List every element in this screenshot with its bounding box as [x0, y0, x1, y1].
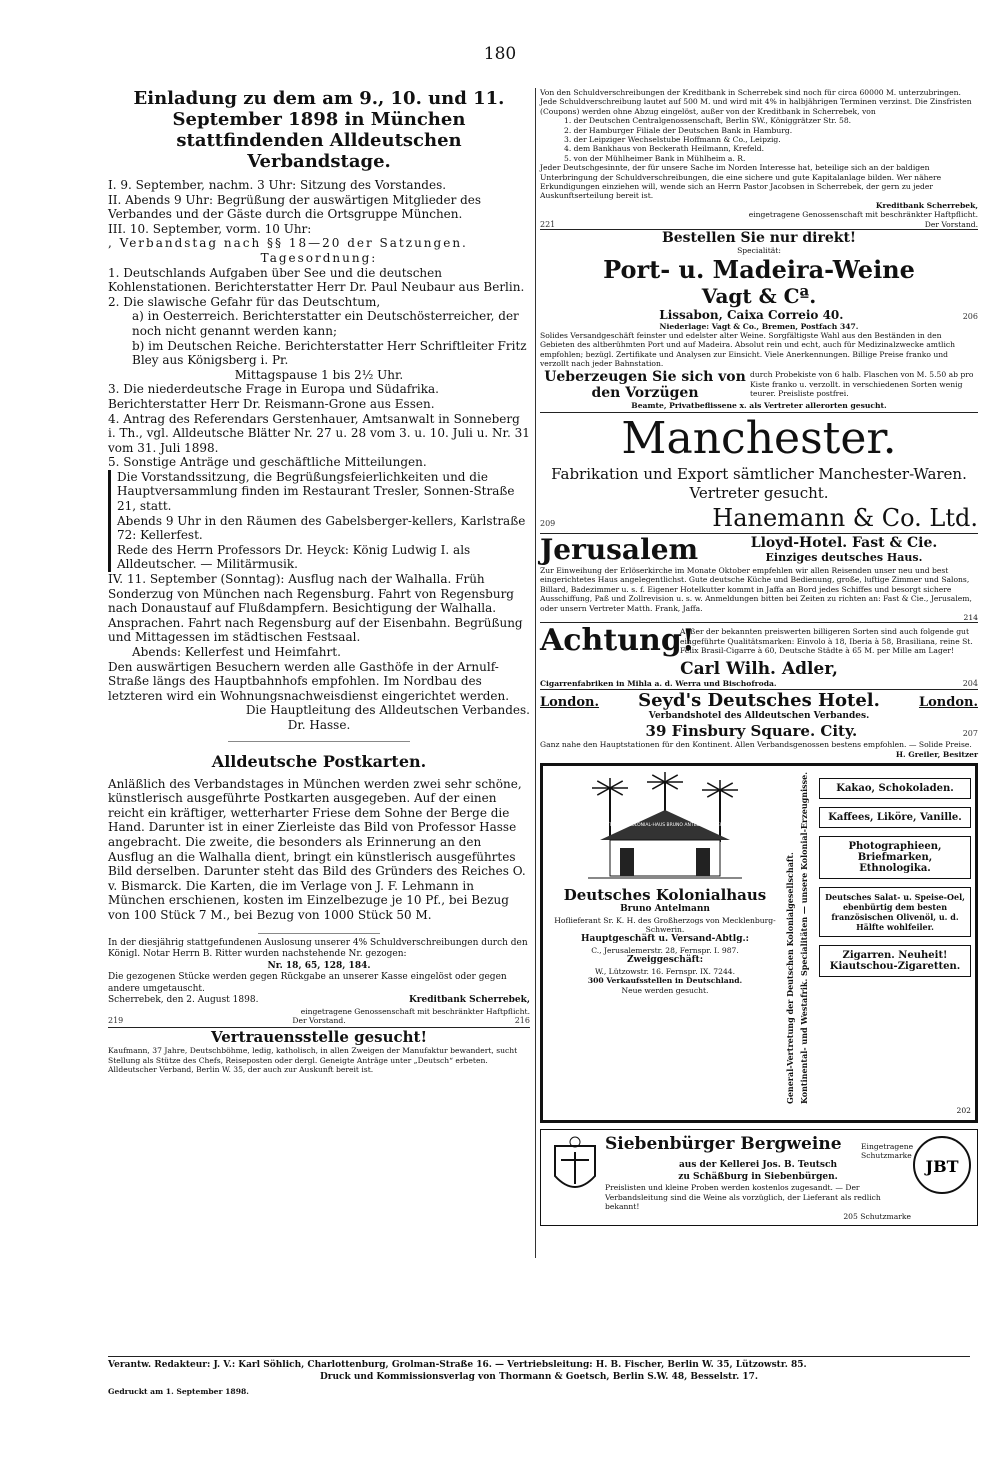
draw-board: Der Vorstand. — [292, 1015, 346, 1025]
draw-notice-text2: Die gezogenen Stücke werden gegen Rückgabe an unserer Kasse eingelöst oder gegen andere umgetauscht. — [108, 972, 507, 994]
palm-frond — [707, 790, 720, 797]
london-text: Ganz nahe den Hauptstationen für den Kontinent. Allen Verbandsgenossen bestens empfohlen. — Solide Preise. — [540, 740, 972, 750]
achtung-ad — [540, 623, 978, 688]
wine-convince-row — [540, 369, 978, 401]
hut-door — [620, 848, 634, 876]
footer-printed-date: Gedruckt am 1. September 1898. — [108, 1387, 249, 1396]
kolonial-products — [811, 770, 971, 1106]
footer-printer: Druck und Kommissionsverlag von Thormann & Goetsch, Berlin S.W. 48, Besselstr. 17. — [319, 1371, 759, 1382]
kolonialhaus-left — [547, 770, 783, 1106]
bank-bonds-text2: Jeder Deutschgesinnte, der für unsere Sache im Norden Interesse hat, beteilige sich an der baldigen Unterbringung der Schuldverschreibungen, die eine sichere und gute Kapitalanlage bilden. Wer nähere Erkundigungen einziehen will, wende sich an Herrn Pastor Jacobsen in Scherrebek, der gern zu jeder Auskunftserteilung bereit ist. — [540, 163, 942, 201]
kolonial-points: 300 Verkaufsstellen in Deutschland. — [587, 976, 743, 986]
ad-ref-number: 206 — [962, 311, 978, 321]
postcards-text: Anläßlich des Verbandstages in München werden zwei sehr schöne, künstlerisch ausgeführte Postkarten ausgegeben. Auf der einen reicht ein kräftiger, wetterharter Friese dem Sohne der Berge die Hand. Darunter ist in einer Zierleiste das Bild von Professor Hasse angebracht. Die zweite, die besonders als Erinnerung an den Ausflug an die Walhalla dient, bringt ein künstlerisch ausgeführtes Bild derselben. Darunter steht das Bild des Gründers des Reiches O. v. Bismarck. Die Karten, die im Verlage von J. F. Lehmann in München erschienen, kosten im Einzelbezuge je 10 Pf., bei Bezug von 100 Stück 7 M., bei Bezug von 1000 Stück 50 M. — [108, 776, 526, 922]
divider — [258, 933, 380, 934]
siebenbuerger-ad — [540, 1129, 978, 1226]
ad-ref-number: 205 — [843, 1211, 858, 1221]
right-column — [540, 88, 978, 1226]
london-owner: H. Greiler, Besitzer — [895, 749, 978, 759]
wein-registered: Eingetragene Schutzmarke — [861, 1141, 914, 1160]
wine-sample: durch Probekiste von 6 halb. Flaschen von M. 5.50 ab pro Kiste franko u. verzollt. in verschiedenen Sorten wenig teurer. Preisliste postfrei. — [750, 370, 974, 399]
signature-hasse: Dr. Hasse. — [287, 717, 351, 732]
job-text: Kaufmann, 37 Jahre, Deutschböhme, ledig, katholisch, in allen Zweigen der Manufaktur bewandert, sucht Stellung als Stütze des Chefs, Reiseposten oder dergl. Geneigte Anträge unter „Deutsch“ erbeten. Alldeutscher Verband, Berlin W. 35, der auch zur Auskunft bereit ist. — [108, 1046, 518, 1075]
program-item-2: II. Abends 9 Uhr: Begrüßung der auswärtigen Mitglieder des Verbandes und der Gäste durch die Ortsgruppe München. — [108, 192, 482, 222]
agenda-item: 4. Antrag des Referendars Gerstenhauer, Amtsanwalt in Sonneberg i. Th., vgl. Alldeutsche Blätter Nr. 27 u. 28 vom 3. u. 10. Juli u. Nr. 31 vom 31. Juli 1898. — [108, 411, 530, 455]
coat-of-arms-icon — [545, 1134, 605, 1204]
london-heading: Seyd's Deutsches Hotel. — [638, 689, 880, 711]
footer — [108, 1356, 970, 1396]
program-item-3: III. 10. September, vorm. 10 Uhr: — [108, 221, 312, 236]
kolonial-heading: Deutsches Kolonialhaus — [563, 886, 767, 905]
wine-address: Lissabon, Caixa Correio 40. — [659, 307, 844, 322]
bank-list-item: 2. der Hamburger Filiale der Deutschen Bank in Hamburg. — [564, 125, 793, 135]
bank-list-item: 5. von der Mühlheimer Bank in Mühlheim a. R. — [564, 153, 746, 163]
london-ad — [540, 690, 978, 759]
program-items — [108, 178, 530, 251]
bank-signature: Kreditbank Scherrebek, — [875, 200, 978, 210]
evening-item: Die Vorstandssitzung, die Begrüßungsfeierlichkeiten und die Hauptversammlung finden im Restaurant Tresler, Sonnen-Straße 21, statt. — [117, 469, 515, 514]
program-item-1: I. 9. September, nachm. 3 Uhr: Sitzung des Vorstandes. — [108, 178, 447, 192]
jerusalem-sub: Einziges deutsches Haus. — [765, 551, 923, 565]
palm-frond — [665, 775, 678, 782]
kolonial-branch-addr: W., Lützowstr. 16. Fernspr. IX. 7244. — [594, 966, 736, 976]
wine-address-row — [540, 308, 978, 322]
achtung-factories: Cigarrenfabriken in Mihla a. d. Werra und Bischofroda. — [540, 679, 777, 689]
jerusalem-heading-row — [540, 534, 978, 566]
wine-ad-top: Bestellen Sie nur direkt! — [661, 230, 857, 247]
palm-frond — [720, 783, 733, 790]
ad-ref-number: 204 — [962, 679, 978, 689]
bank-signature-sub: eingetragene Genossenschaft mit beschränkter Haftpflicht. — [748, 210, 978, 220]
guests-note: Den auswärtigen Besuchern werden alle Gasthöfe in der Arnulf-Straße längs des Hauptbahnhofs empfohlen. Im Nordbau des letzteren wird ein Wohnungsnachweisdienst eingerichtet werden. — [108, 659, 510, 703]
palm-frond — [652, 782, 665, 789]
agenda-item: 3. Die niederdeutsche Frage in Europa und Südafrika. Berichterstatter Herr Dr. Reismann-Grone aus Essen. — [108, 382, 439, 411]
evening-program — [108, 470, 530, 572]
kolonial-branch: Zweiggeschäft: — [626, 955, 704, 966]
wein-heading: Siebenbürger Bergweine — [605, 1133, 842, 1154]
agenda-item: a) in Oesterreich. Berichterstatter ein Deutschösterreicher, der noch nicht genannt werden kann; — [132, 309, 519, 338]
evening-item: Abends 9 Uhr in den Räumen des Gabelsberger-kellers, Karlstraße 72: Kellerfest. — [117, 513, 526, 543]
page-number: 180 — [483, 44, 517, 64]
evening-item: Rede des Herrn Professors Dr. Heyck: König Ludwig I. als Alldeutscher. — Militärmusik. — [117, 542, 471, 572]
manchester-ad — [540, 413, 978, 533]
draw-signature-row — [108, 995, 530, 1007]
bank-board-row — [540, 220, 978, 229]
manchester-text: Fabrikation und Export sämtlicher Manchester-Waren. Vertreter gesucht. — [551, 464, 967, 502]
wine-text: Solides Versandgeschäft feinster und edelster alter Weine. Sorgfältigste Wahl aus den Beständen in den Gebieten des altberühmten Port und auf Madeira. Absolut rein und echt, auch für Medizinalzwecke amtlich empfohlen; bezügl. Zertifikate und Analysen zur Einsicht. Viele Anerkennungen. Billige Preise franko und verzollt nach jeder Bahnstation. — [540, 330, 956, 369]
palm-frond — [610, 788, 623, 795]
london-left: London. — [540, 694, 600, 710]
bank-board: Der Vorstand. — [924, 219, 978, 229]
hut-door — [696, 848, 710, 876]
kolonial-side-left: General-Vertretung der Deutschen Kolonialgesellschaft. — [785, 852, 795, 1105]
palm-frond — [610, 781, 623, 788]
wine-convince: Ueberzeugen Sie sich von den Vorzügen — [544, 368, 746, 401]
agenda-list — [108, 266, 530, 470]
trademark-seal-icon — [911, 1134, 973, 1196]
job-heading: Vertrauensstelle gesucht! — [210, 1028, 428, 1047]
bank-bonds-text: Von den Schuldverschreibungen der Kreditbank in Scherrebek sind noch für circa 60000 M. unterzubringen. Jede Schuldverschreibung lautet auf 500 M. und wird mit 4% in halbjährigen Terminen verzinst. Die Zinsfristen (Coupons) werden ohne Abzug eingelöst, außer von der Kreditbank in Scherrebek, von — [540, 88, 972, 116]
achtung-text: Außer der bekannten preiswerten billigeren Sorten sind auch folgende gut eingeführte Qualitätsmarken: Einvolo à 18, Iberia à 58, Brasiliana, reine St. Felix Brasil-Cigarre à 60, Deutsche Städte à 65 M. per Mille am Lager! — [680, 627, 973, 656]
wine-ad — [540, 230, 978, 410]
product-box: Deutsches Salat- u. Speise-Oel, ebenbürtig dem besten französischen Olivenöl, u. d. Hälfte wohlfeiler. — [819, 887, 971, 937]
wine-agents: Beamte, Privatbeflissene x. als Vertreter allerorten gesucht. — [631, 400, 887, 410]
agenda-item: 5. Sonstige Anträge und geschäftliche Mitteilungen. — [108, 455, 427, 470]
draw-bank: Kreditbank Scherrebek, — [408, 995, 530, 1005]
ad-ref-number: 209 — [540, 518, 556, 528]
agenda-item: b) im Deutschen Reiche. Berichterstatter Herr Schriftleiter Fritz Bley aus Königsberg i. Pr. — [132, 338, 527, 368]
jerusalem-text: Zur Einweihung der Erlöserkirche im Monate Oktober empfehlen wir allen Reisenden unser neu und best eingerichtetes Haus angelegentlichst. Gute deutsche Küche und Bedienung, große, luftige Zimmer und Salons, Billard, Badezimmer u. s. f. Eigener Hotelkutter kommt in Jaffa an Bord jedes Schiffes und besorgt sichere Ausschiffung, Paß und Zollrevision u. s. w. Anmeldungen bitten bei Zeiten zu richten an: Fast & Cie., Jerusalem, oder unsern Vertreter Matth. Frank, Jaffa. — [540, 565, 972, 613]
ad-ref-number: 207 — [962, 729, 978, 739]
palm-frond — [665, 782, 678, 789]
palm-frond — [707, 783, 720, 790]
bank-list-item: 4. dem Bankhaus von Beckerath Heilmann, Krefeld. — [564, 144, 765, 154]
palm-frond — [652, 775, 665, 782]
manchester-company-row — [540, 503, 978, 533]
seal-monogram: JBT — [925, 1156, 959, 1176]
column-divider — [535, 88, 536, 1258]
kolonial-main: Hauptgeschäft u. Versand-Abtlg.: — [581, 934, 749, 945]
wine-spec: Specialität: — [737, 246, 781, 256]
kolonial-text: Hoflieferant Sr. K. H. des Großherzogs von Mecklenburg-Schwerin. — [554, 915, 776, 934]
draw-numbers: Nr. 18, 65, 128, 184. — [267, 960, 371, 971]
ad-ref-number: 216 — [514, 1015, 530, 1025]
manchester-heading: Manchester. — [621, 412, 897, 464]
achtung-heading: Achtung! — [540, 623, 695, 659]
colonial-hut-illustration — [580, 770, 750, 882]
kolonial-side-right: Kontinental- und Westafrik. Specialitäten — unsere Kolonial-Erzeugnisse. — [799, 772, 809, 1105]
divider — [228, 741, 410, 742]
wein-mark: Schutzmarke — [860, 1211, 911, 1221]
jerusalem-heading: Jerusalem — [540, 532, 699, 566]
agenda-item: 2. Die slawische Gefahr für das Deutschtum, — [108, 294, 381, 309]
palm-frond — [597, 788, 610, 795]
wine-branch: Niederlage: Vagt & Co., Bremen, Postfach 347. — [659, 321, 859, 331]
palm-frond — [597, 781, 610, 788]
footer-divider — [108, 1356, 970, 1357]
agenda-item: 1. Deutschlands Aufgaben über See und die deutschen Kohlenstationen. Berichterstatter Herr Dr. Paul Neubaur aus Berlin. — [108, 265, 525, 295]
achtung-company: Carl Wilh. Adler, — [680, 659, 838, 680]
wine-company: Vagt & Cª. — [701, 283, 817, 308]
bank-list — [540, 116, 978, 163]
wein-place: zu Schäßburg in Siebenbürgen. — [678, 1171, 838, 1182]
postcards-heading: Alldeutsche Postkarten. — [211, 751, 427, 771]
ad-ref-number: 221 — [540, 219, 556, 229]
palm-frond — [720, 790, 733, 797]
kolonial-wanted: Neue werden gesucht. — [621, 985, 709, 995]
hut-sign: DEUTSCHES KOLONIAL-HAUS BRUNO ANTELMANN BERLIN — [599, 823, 731, 829]
wine-heading: Port- u. Madeira-Weine — [603, 254, 915, 284]
product-box: Kaffees, Liköre, Vanille. — [819, 807, 971, 828]
product-box: Photographieen, Briefmarken, Ethnologika. — [819, 836, 971, 879]
bank-list-item: 1. der Deutschen Centralgenossenschaft, Berlin SW., Königgrätzer Str. 58. — [564, 116, 852, 126]
left-column — [108, 88, 530, 1075]
jerusalem-hotel: Lloyd-Hotel. Fast & Cie. — [750, 535, 938, 552]
program-item-4: IV. 11. September (Sonntag): Ausflug nach der Walhalla. Früh Sonderzug von München nach Regensburg. Fahrt von Regensburg nach Donaustauf auf Flußdampfern. Besichtigung der Walhalla. Ansprachen. Fahrt nach Regensburg auf der Eisenbahn. Begrüßung und Mittagessen im städtischen Festsaal. — [108, 572, 523, 645]
london-sub: Verbandshotel des Alldeutschen Verbandes. — [648, 710, 870, 721]
program-item-4b: Abends: Kellerfest und Heimfahrt. — [132, 645, 341, 659]
ad-ref-number: 219 — [108, 1015, 124, 1025]
product-box: Zigarren. Neuheit! Kiautschou-Zigaretten. — [819, 945, 971, 977]
agenda-heading: Tagesordnung: — [260, 250, 378, 265]
invitation-heading: Einladung zu dem am 9., 10. und 11. September 1898 in München stattfindenden Alldeutschen Verbandstage. — [133, 88, 505, 172]
bank-list-item: 3. der Leipziger Wechselstube Hoffmann & Co., Leipzig. — [564, 135, 781, 145]
program-item-3b: , Verbandstag nach §§ 18—20 der Satzungen. — [108, 236, 468, 251]
draw-notice-text: In der diesjährig stattgefundenen Auslosung unserer 4% Schuldverschreibungen durch den Königl. Notar Herrn B. Ritter wurden nachstehende Nr. gezogen: — [108, 937, 528, 959]
draw-board-row — [108, 1016, 530, 1025]
manchester-company: Hanemann & Co. Ltd. — [712, 503, 978, 532]
london-right: London. — [918, 694, 978, 710]
ad-ref-number: 202 — [956, 1106, 971, 1116]
signature-leadership: Die Hauptleitung des Alldeutschen Verbandes. — [245, 703, 530, 718]
london-address: 39 Finsbury Square. City. — [645, 722, 858, 741]
jerusalem-ad — [540, 534, 978, 622]
kolonial-main-addr: C., Jerusalemerstr. 28, Fernspr. I. 987. — [591, 945, 739, 955]
kolonial-owner: Bruno Antelmann — [620, 904, 710, 915]
product-box: Kakao, Schokoladen. — [819, 778, 971, 799]
agenda-item: Mittagspause 1 bis 2½ Uhr. — [234, 367, 404, 382]
wein-cellar: aus der Kellerei Jos. B. Teutsch — [678, 1160, 838, 1171]
draw-bank-sub: eingetragene Genossenschaft mit beschränkter Haftpflicht. — [300, 1006, 530, 1016]
draw-date: Scherrebek, den 2. August 1898. — [108, 995, 259, 1005]
footer-editor: Verantw. Redakteur: J. V.: Karl Söhlich, Charlottenburg, Grolman-Straße 16. — Vertriebsleitung: H. B. Fischer, Berlin W. 35, Lützowstr. 85. — [108, 1360, 807, 1370]
ad-ref-number: 214 — [963, 612, 978, 622]
wein-text: Preislisten und kleine Proben werden kostenlos zugesandt. — Der Verbandsleitung sind die Weine als vorzüglich, der Lieferant als redlich bekannt! — [605, 1183, 881, 1212]
kolonialhaus-ad — [540, 763, 978, 1122]
